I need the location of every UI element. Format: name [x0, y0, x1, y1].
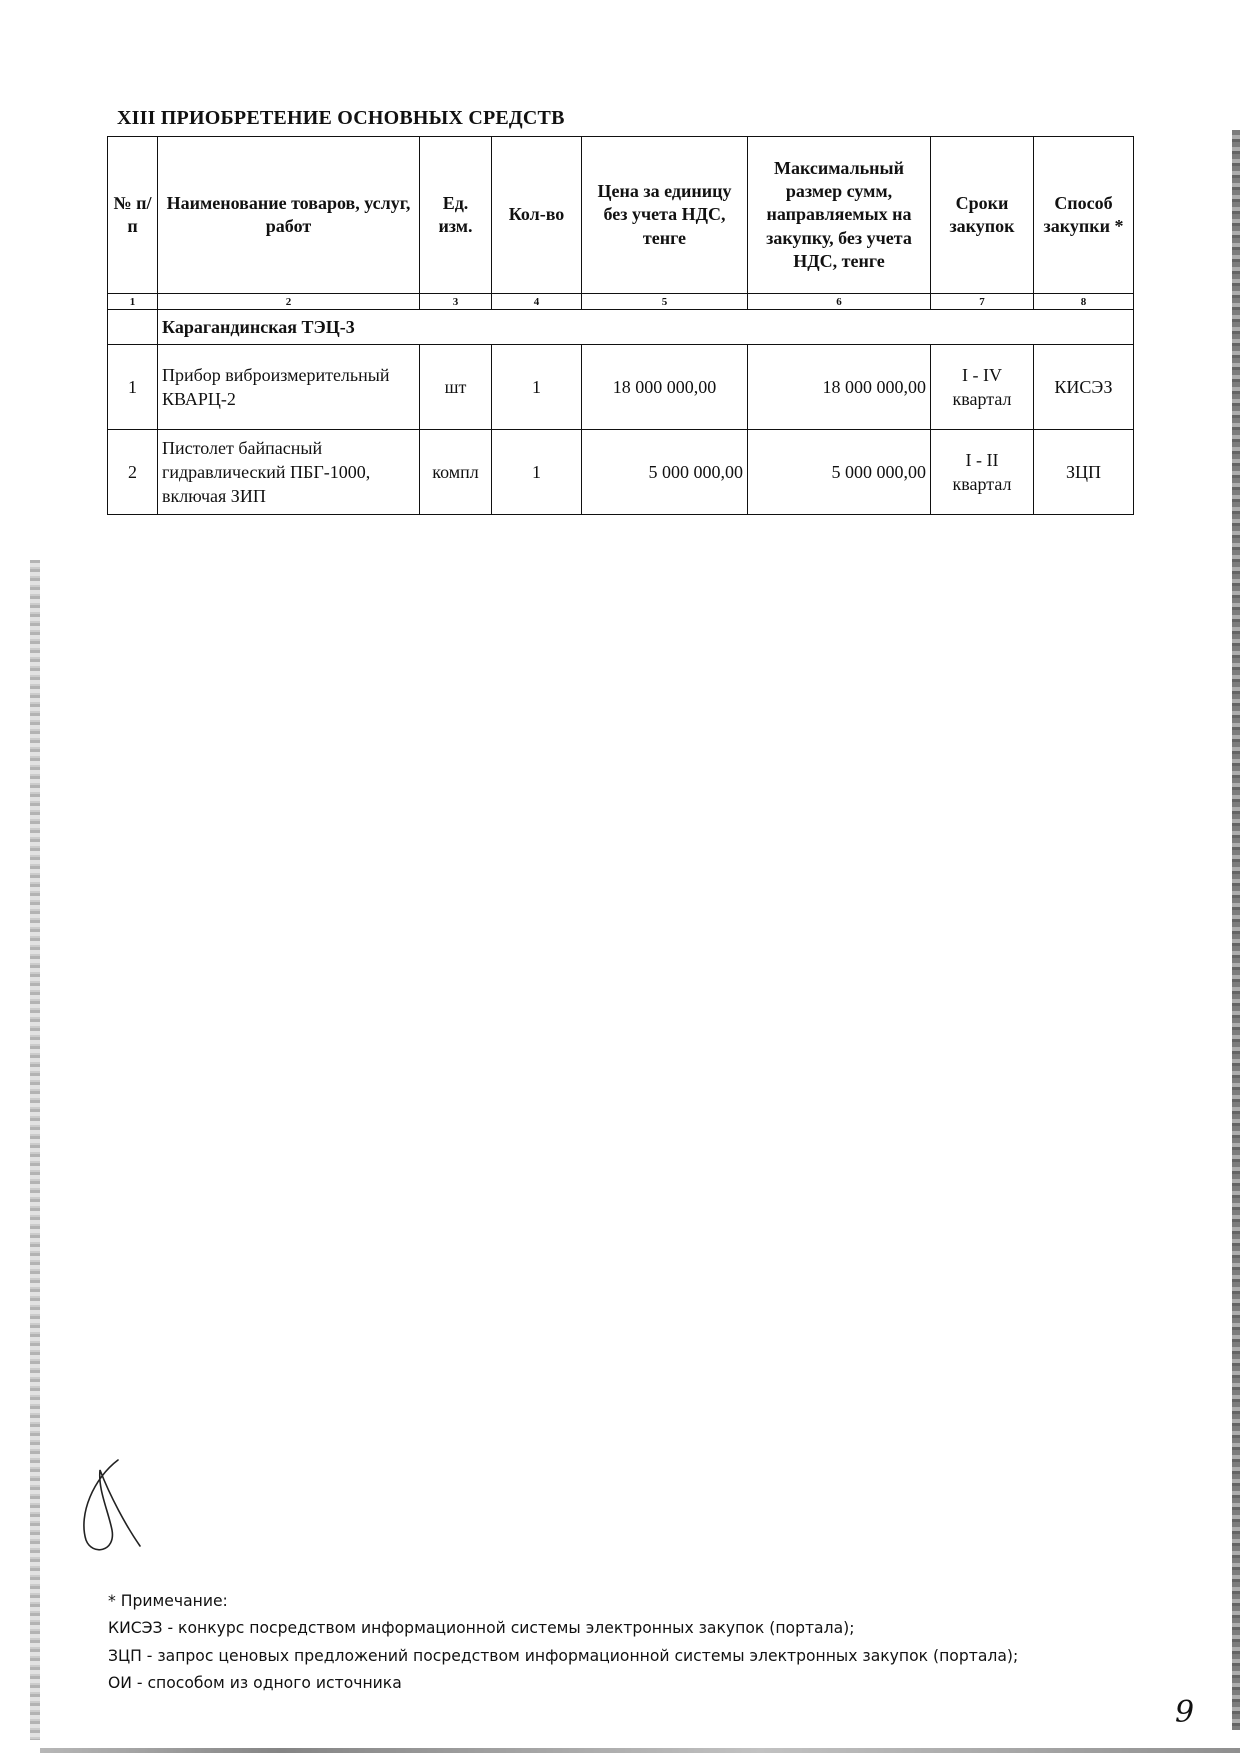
- header-cell-num: № п/п: [108, 137, 158, 294]
- table-row: [108, 430, 1134, 515]
- row-price: 5 000 000,00: [582, 430, 748, 515]
- group-empty-cell: [108, 310, 158, 345]
- row-unit: компл: [420, 430, 492, 515]
- scan-edge-bottom: [40, 1748, 1240, 1753]
- row-num: 2: [108, 430, 158, 515]
- footnote-line: ОИ - способом из одного источника: [108, 1673, 402, 1692]
- column-number: 4: [492, 294, 582, 310]
- footnote-title: * Примечание:: [108, 1592, 228, 1610]
- row-max-sum: 5 000 000,00: [748, 430, 931, 515]
- header-cell-unit: Ед. изм.: [420, 137, 492, 294]
- row-price: 18 000 000,00: [582, 345, 748, 430]
- group-title: Карагандинская ТЭЦ-3: [158, 310, 1134, 345]
- column-number: 7: [931, 294, 1034, 310]
- column-number: 5: [582, 294, 748, 310]
- column-number: 8: [1034, 294, 1134, 310]
- header-cell-name: Наименование товаров, услуг, работ: [158, 137, 420, 294]
- row-qty: 1: [492, 430, 582, 515]
- header-cell-max-sum: Максимальный размер сумм, направляемых на закупку, без учета НДС, тенге: [748, 137, 931, 294]
- row-name: Пистолет байпасный гидравлический ПБГ-1000, включая ЗИП: [158, 430, 420, 515]
- column-number: 3: [420, 294, 492, 310]
- footnote: [108, 1588, 1018, 1697]
- column-number: 1: [108, 294, 158, 310]
- footnote-line: КИСЭЗ - конкурс посредством информационной системы электронных закупок (портала);: [108, 1619, 855, 1638]
- header-cell-method: Способ закупки *: [1034, 137, 1134, 294]
- row-num: 1: [108, 345, 158, 430]
- header-cell-price: Цена за единицу без учета НДС, тенге: [582, 137, 748, 294]
- footnote-line: ЗЦП - запрос ценовых предложений посредством информационной системы электронных закупок (портала);: [108, 1646, 1019, 1665]
- row-method: КИСЭЗ: [1034, 345, 1134, 430]
- column-number: 6: [748, 294, 931, 310]
- section-title: XIII ПРИОБРЕТЕНИЕ ОСНОВНЫХ СРЕДСТВ: [117, 107, 565, 129]
- page-number: 9: [1175, 1695, 1195, 1730]
- row-term: I - II квартал: [931, 430, 1034, 515]
- row-term: I - IV квартал: [931, 345, 1034, 430]
- column-number: 2: [158, 294, 420, 310]
- header-cell-qty: Кол-во: [492, 137, 582, 294]
- header-row: [108, 137, 1134, 294]
- scan-edge-left: [30, 560, 40, 1740]
- row-method: ЗЦП: [1034, 430, 1134, 515]
- procurement-table: [107, 136, 1134, 515]
- row-unit: шт: [420, 345, 492, 430]
- column-number-row: [108, 294, 1134, 310]
- row-max-sum: 18 000 000,00: [748, 345, 931, 430]
- row-name: Прибор виброизмерительный КВАРЦ-2: [158, 345, 420, 430]
- row-qty: 1: [492, 345, 582, 430]
- group-row: [108, 310, 1134, 345]
- table-row: [108, 345, 1134, 430]
- header-cell-term: Сроки закупок: [931, 137, 1034, 294]
- scan-edge-right: [1232, 130, 1240, 1730]
- handwritten-signature: [76, 1456, 156, 1556]
